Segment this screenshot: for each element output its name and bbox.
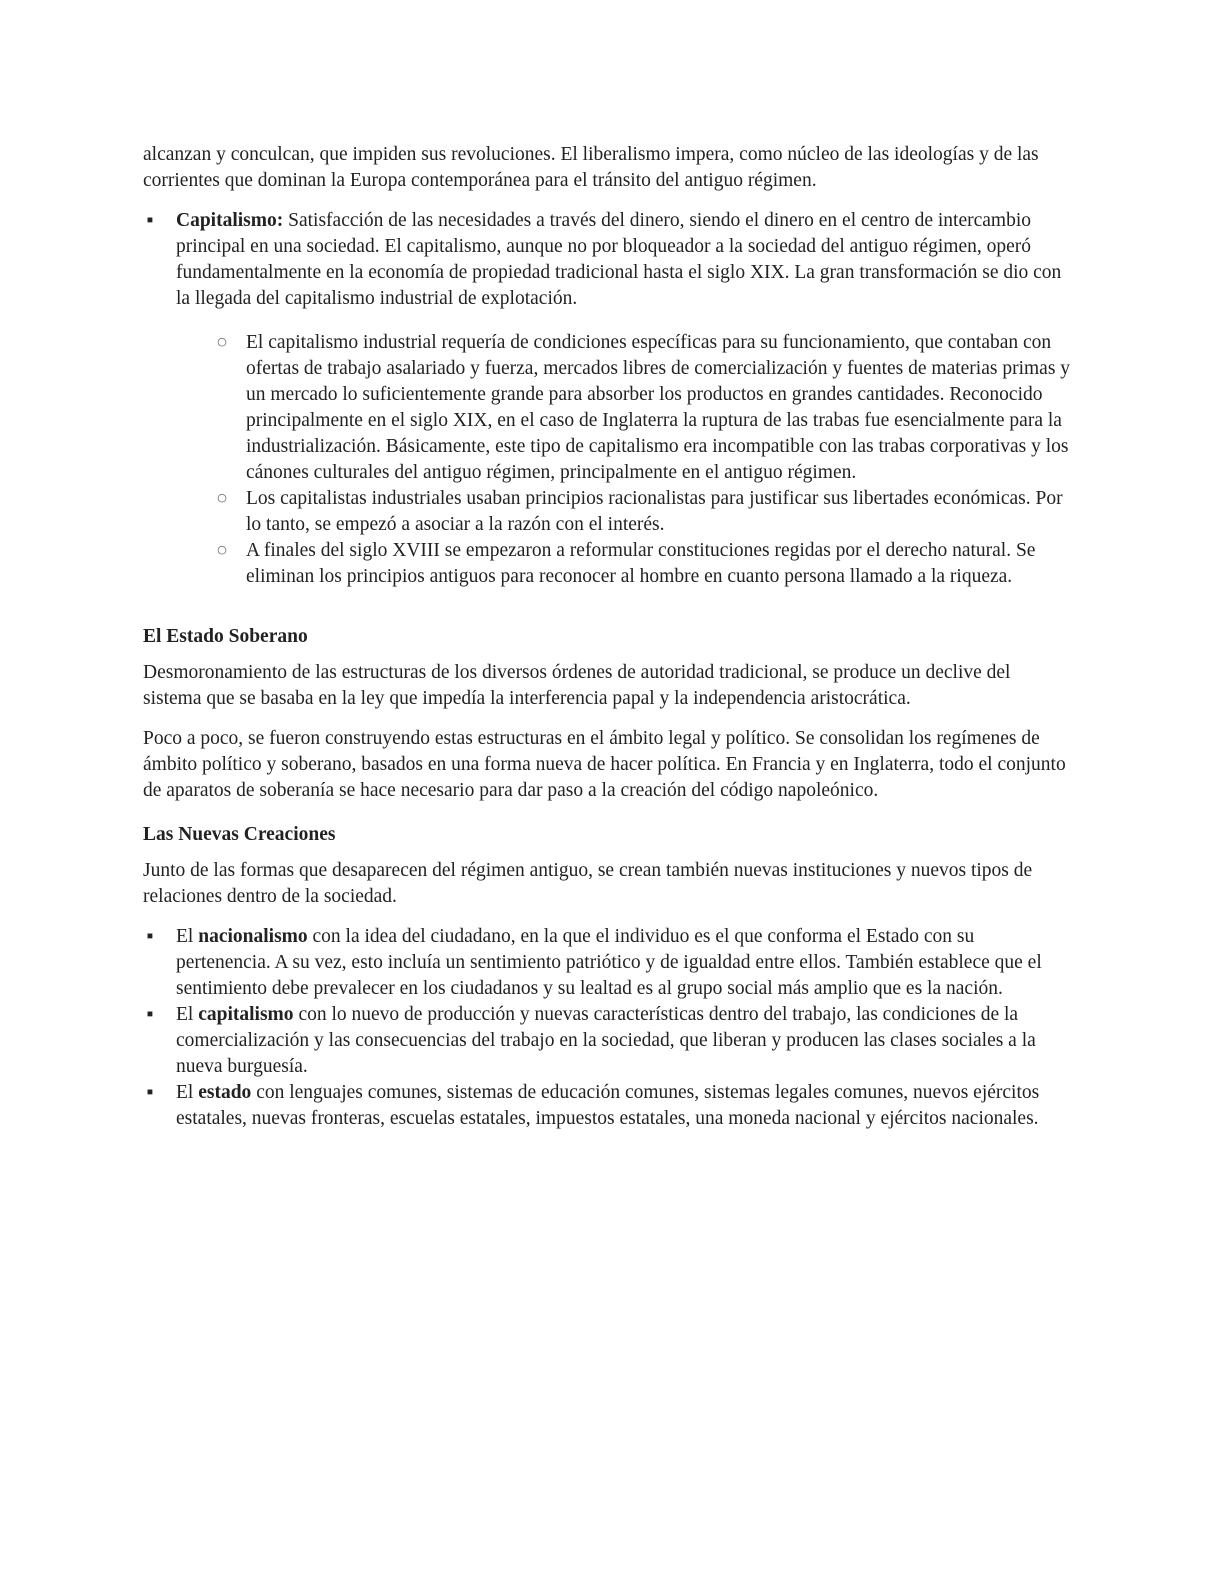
section3-list [143, 924, 1071, 1132]
square-bullet-icon: ▪ [146, 1082, 154, 1103]
sublist [176, 330, 1071, 590]
sublist-item [216, 330, 1071, 486]
sublist-item-text: A finales del siglo XVIII se empezaron a reformular constituciones regidas por el derecho natural. Se eliminan los principios antiguos para reconocer al hombre en cuanto persona llamado a la riqueza. [246, 540, 1036, 587]
section-heading-estado-soberano: El Estado Soberano [143, 626, 308, 647]
circle-bullet-icon: ○ [216, 332, 228, 353]
circle-bullet-icon: ○ [216, 488, 228, 509]
list-item-text: con la idea del ciudadano, en la que el individuo es el que conforma el Estado con su pertenencia. A su vez, esto incluía un sentimiento patriótico y de igualdad entre ellos. También establece que el sentimiento debe prevalecer en los ciudadanos y su lealtad es al grupo social más amplio que es la nación. [176, 926, 1042, 999]
paragraph: Desmoronamiento de las estructuras de los diversos órdenes de autoridad tradicional, se produce un declive del sistema que se basaba en la ley que impedía la interferencia papal y la independencia aristocrática. [143, 662, 1011, 709]
sublist-item-text: El capitalismo industrial requería de condiciones específicas para su funcionamiento, que contaban con ofertas de trabajo asalariado y fuerza, mercados libres de comercialización y fuentes de materias primas y un mercado lo suficientemente grande para absorber los productos en grandes cantidades. Reconocido principalmente en el siglo XIX, en el caso de Inglaterra la ruptura de las trabas fue esencialmente para la industrialización. Básicamente, este tipo de capitalismo era incompatible con las trabas corporativas y los cánones culturales del antiguo régimen, principalmente en el antiguo régimen. [246, 332, 1071, 483]
section1-list [143, 208, 1071, 590]
circle-bullet-icon: ○ [216, 540, 228, 561]
term-nacionalismo: nacionalismo [198, 926, 308, 947]
list-item-prefix: El [176, 1004, 199, 1025]
paragraph: Junto de las formas que desaparecen del régimen antiguo, se crean también nuevas instituciones y nuevos tipos de relaciones dentro de la sociedad. [143, 860, 1033, 907]
list-item-text: con lenguajes comunes, sistemas de educación comunes, sistemas legales comunes, nuevos ejércitos estatales, nuevas fronteras, escuelas estatales, impuestos estatales, una moneda nacional y ejércitos nacionales. [176, 1082, 1040, 1129]
term-capitalismo: Capitalismo: [176, 210, 284, 231]
document-page [143, 142, 1071, 1146]
list-item-prefix: El [176, 926, 199, 947]
term-estado: estado [198, 1082, 252, 1103]
list-item-capitalismo-2 [146, 1002, 1071, 1080]
intro-paragraph: alcanzan y conculcan, que impiden sus revoluciones. El liberalismo impera, como núcleo de las ideologías y de las corrientes que dominan la Europa contemporánea para el tránsito del antiguo régimen. [143, 144, 1039, 191]
list-item-text: Satisfacción de las necesidades a través del dinero, siendo el dinero en el centro de intercambio principal en una sociedad. El capitalismo, aunque no por bloqueador a la sociedad del antiguo régimen, operó fundamentalmente en la economía de propiedad tradicional hasta el siglo XIX. La gran transformación se dio con la llegada del capitalismo industrial de explotación. [176, 210, 1062, 309]
sublist-item [216, 538, 1071, 590]
paragraph: Poco a poco, se fueron construyendo estas estructuras en el ámbito legal y político. Se consolidan los regímenes de ámbito político y soberano, basados en una forma nueva de hacer política. En Francia y en Inglaterra, todo el conjunto de aparatos de soberanía se hace necesario para dar paso a la creación del código napoleónico. [143, 728, 1066, 801]
square-bullet-icon: ▪ [146, 926, 154, 947]
term-capitalismo: capitalismo [198, 1004, 294, 1025]
sublist-item-text: Los capitalistas industriales usaban principios racionalistas para justificar sus libertades económicas. Por lo tanto, se empezó a asociar a la razón con el interés. [246, 488, 1063, 535]
list-item-prefix: El [176, 1082, 199, 1103]
list-item-text: con lo nuevo de producción y nuevas características dentro del trabajo, las condiciones de la comercialización y las consecuencias del trabajo en la sociedad, que liberan y producen las clases sociales a la nueva burguesía. [176, 1004, 1036, 1077]
list-item-estado [146, 1080, 1071, 1132]
square-bullet-icon: ▪ [146, 210, 154, 231]
square-bullet-icon: ▪ [146, 1004, 154, 1025]
list-item-nacionalismo [146, 924, 1071, 1002]
list-item-capitalismo [146, 208, 1071, 590]
section-heading-nuevas-creaciones: Las Nuevas Creaciones [143, 824, 336, 845]
sublist-item [216, 486, 1071, 538]
